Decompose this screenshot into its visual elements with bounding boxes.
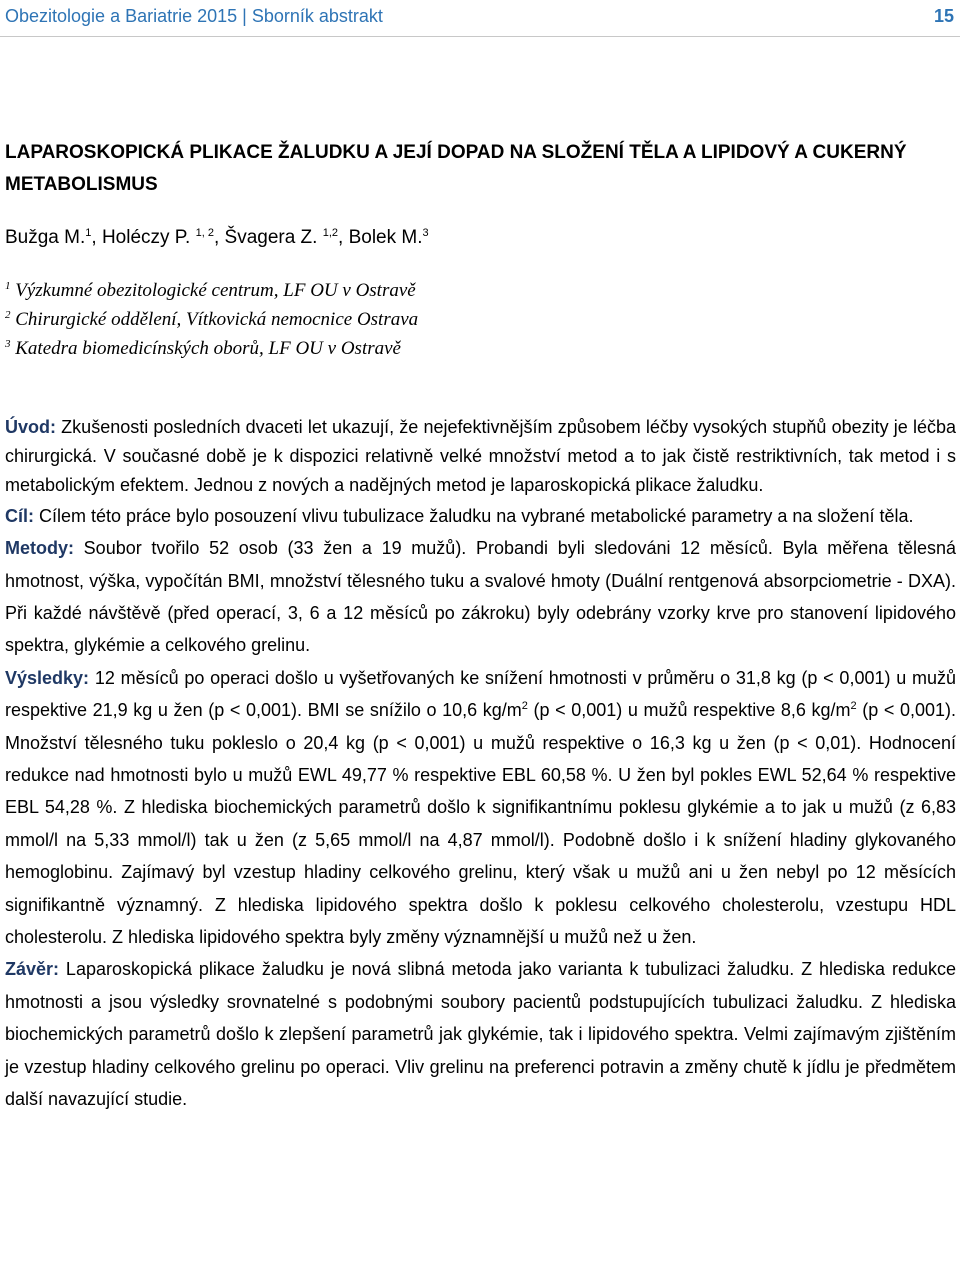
- affiliation-item: [5, 305, 418, 334]
- author-separator: ,: [338, 227, 349, 248]
- author-affiliation-marker: 3: [422, 227, 429, 239]
- abstract-aim: [5, 500, 956, 532]
- author-list: [5, 224, 429, 252]
- abstract-methods: [5, 532, 956, 662]
- superscript: 2: [521, 700, 528, 713]
- author-name: Bužga M.: [5, 227, 86, 248]
- section-text: Cílem této práce bylo posouzení vlivu tubulizace žaludku na vybrané metabolické parametry a na složení těla.: [34, 505, 914, 526]
- section-text: Soubor tvořilo 52 osob (33 žen a 19 mužů). Probandi byli sledováni 12 měsíců. Byla měřena tělesná hmotnost, výška, vypočítán BMI, množství tělesného tuku a svalové hmoty (Duální rentgenová absorpciometrie - DXA). Při každé návštěvě (před operací, 3, 6 a 12 měsíců po zákroku) byly odebrány vzorky krve pro stanovení lipidového spektra, glykémie a celkového grelinu.: [5, 538, 956, 656]
- author-affiliation-marker: 1,2: [322, 227, 339, 239]
- author-separator: ,: [213, 227, 225, 248]
- author-name: Holéczy P.: [101, 227, 196, 248]
- superscript: 2: [850, 700, 857, 713]
- affiliation-text: Chirurgické oddělení, Vítkovická nemocnice Ostrava: [10, 309, 419, 330]
- section-text: (p < 0,001). Množství tělesného tuku pokleslo o 20,4 kg (p < 0,001) u mužů respektive o 16,3 kg u žen (p < 0,01). Hodnocení redukce nad hmotnosti bylo u mužů EWL 49,77 % respektive EBL 60,58 %. U žen byl pokles EWL 52,64 % respektive EBL 54,28 %. Z hlediska biochemických parametrů došlo k signifikantnímu poklesu glykémie a to jak u mužů (z 6,83 mmol/l na 5,33 mmol/l) tak u žen (z 5,65 mmol/l na 4,87 mmol/l). Podobně došlo i k snížení hladiny glykovaného hemoglobinu. Zajímavý byl vzestup hladiny celkového grelinu, který však u mužů ani u žen nebyl po 12 měsících signifikantně významný. Z hlediska lipidového spektra došlo k poklesu celkového cholesterolu, vzestupu HDL cholesterolu. Z hlediska lipidového spektra byly změny významnější u mužů než u žen.: [5, 700, 956, 947]
- affiliation-number: 3: [5, 338, 11, 350]
- affiliation-list: [5, 276, 418, 363]
- abstract-body: [5, 413, 956, 1115]
- section-label: Úvod:: [5, 417, 56, 437]
- section-label: Závěr:: [5, 959, 60, 980]
- affiliation-text: Katedra biomedicínských oborů, LF OU v Ostravě: [10, 338, 401, 359]
- author-affiliation-marker: 1, 2: [195, 227, 214, 239]
- abstract-results: [5, 662, 956, 954]
- affiliation-item: [5, 276, 418, 305]
- affiliation-number: 2: [5, 309, 11, 321]
- author-name: Švagera Z.: [224, 227, 323, 248]
- author-name: Bolek M.: [348, 227, 423, 248]
- page-header: [0, 0, 960, 37]
- header-title: Obezitologie a Bariatrie 2015 | Sborník abstrakt: [5, 6, 383, 26]
- section-label: Metody:: [5, 538, 74, 559]
- author-affiliation-marker: 1: [85, 227, 92, 239]
- page-number: 15: [933, 6, 954, 26]
- article-title: LAPAROSKOPICKÁ PLIKACE ŽALUDKU A JEJÍ DOPAD NA SLOŽENÍ TĚLA A LIPIDOVÝ A CUKERNÝ METABOLISMUS: [5, 142, 907, 195]
- affiliation-item: [5, 334, 418, 363]
- section-label: Výsledky:: [5, 667, 90, 688]
- section-label: Cíl:: [5, 505, 34, 526]
- author-separator: ,: [91, 227, 102, 248]
- abstract-conclusion: [5, 953, 956, 1115]
- section-text: (p < 0,001) u mužů respektive 8,6 kg/m: [527, 700, 851, 721]
- abstract-intro: [5, 413, 956, 500]
- affiliation-number: 1: [5, 280, 11, 292]
- section-text: 12 měsíců po operaci došlo u vyšetřovaných ke snížení hmotnosti v průměru o 31,8 kg (p < 0,001) u mužů respektive 21,9 kg u žen (p < 0,001). BMI se snížilo o 10,6 kg/m: [5, 667, 956, 721]
- section-text: Laparoskopická plikace žaludku je nová slibná metoda jako varianta k tubulizaci žaludku. Z hlediska redukce hmotnosti a jsou výsledky srovnatelné s podobnými soubory pacientů podstupujících tubulizaci žaludku. Z hlediska biochemických parametrů došlo k zlepšení parametrů jak glykémie, tak i lipidového spektra. Velmi zajímavým zjištěním je vzestup hladiny celkového grelinu po operaci. Vliv grelinu na preferenci potravin a změny chutě k jídlu je předmětem další navazující studie.: [5, 959, 956, 1110]
- affiliation-text: Výzkumné obezitologické centrum, LF OU v Ostravě: [10, 280, 416, 301]
- section-text: Zkušenosti posledních dvaceti let ukazují, že nejefektivnějším způsobem léčby vysokých stupňů obezity je léčba chirurgická. V současné době je k dispozici relativně velké množství metod a to jak čistě restriktivních, tak metod i s metabolickým efektem. Jednou z nových a nadějných metod je laparoskopická plikace žaludku.: [5, 417, 956, 495]
